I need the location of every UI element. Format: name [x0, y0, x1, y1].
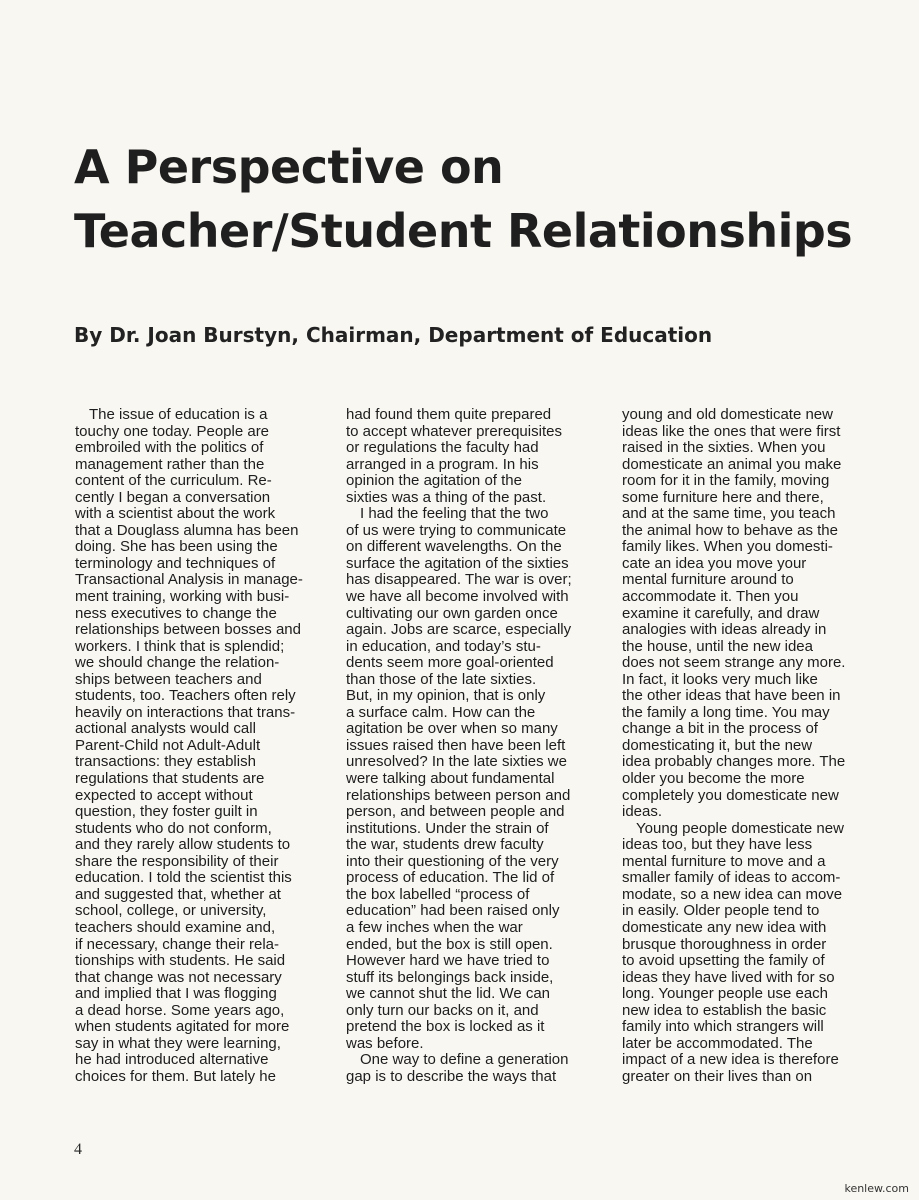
text-line: ideas like the ones that were first	[622, 422, 841, 440]
body-column-3	[622, 407, 874, 1085]
text-line: education. I told the scientist this	[75, 869, 292, 887]
text-line: I had the feeling that the two	[360, 505, 549, 523]
text-line: greater on their lives than on	[622, 1067, 813, 1085]
text-line: choices for them. But lately he	[75, 1067, 276, 1085]
text-line: the war, students drew faculty	[346, 836, 544, 854]
text-line: ideas.	[622, 803, 663, 821]
text-line: analogies with ideas already in	[622, 621, 827, 639]
text-line: has disappeared. The war is over;	[346, 571, 572, 589]
text-line: person, and between people and	[346, 803, 565, 821]
text-line: relationships between bosses and	[75, 621, 301, 639]
text-line: ment training, working with busi-	[75, 588, 290, 606]
text-line: on different wavelengths. On the	[346, 538, 562, 556]
text-line: question, they foster guilt in	[75, 803, 258, 821]
text-line: the animal how to behave as the	[622, 521, 838, 539]
text-line: domesticating it, but the new	[622, 736, 813, 754]
text-line: ships between teachers and	[75, 670, 262, 688]
text-line: completely you domesticate new	[622, 786, 839, 804]
text-line: tionships with students. He said	[75, 952, 286, 970]
text-line: a surface calm. How can the	[346, 703, 536, 721]
text-line: mental furniture to move and a	[622, 852, 826, 870]
text-line: Transactional Analysis in manage-	[75, 571, 303, 589]
text-line: into their questioning of the very	[346, 852, 559, 870]
text-line: brusque thoroughness in order	[622, 935, 827, 953]
text-line: cently I began a conversation	[75, 488, 271, 506]
text-line: and at the same time, you teach	[622, 505, 836, 523]
text-line: doing. She has been using the	[75, 538, 278, 556]
text-line: we should change the relation-	[75, 654, 280, 672]
text-line: idea probably changes more. The	[622, 753, 846, 771]
text-line: family into which strangers will	[622, 1018, 824, 1036]
text-line: teachers should examine and,	[75, 918, 276, 936]
text-line: in easily. Older people tend to	[622, 902, 820, 920]
text-line: had found them quite prepared	[346, 406, 552, 423]
text-line: management rather than the	[75, 455, 265, 473]
text-line: and they rarely allow students to	[75, 836, 291, 854]
text-line: terminology and techniques of	[75, 554, 276, 572]
article-title-line-1: A Perspective on	[74, 140, 504, 194]
text-line: older you become the more	[622, 770, 805, 788]
text-line: young and old domesticate new	[622, 406, 833, 423]
text-line: when students agitated for more	[75, 1018, 290, 1036]
body-column-2	[346, 407, 598, 1085]
text-line: cate an idea you move your	[622, 554, 807, 572]
text-line: was before.	[346, 1034, 424, 1052]
text-line: than those of the late sixties.	[346, 670, 537, 688]
text-line: ideas too, but they have less	[622, 836, 813, 854]
text-line: agitation be over when so many	[346, 720, 558, 738]
page-number: 4	[74, 1141, 82, 1158]
text-line: the box labelled “process of	[346, 885, 530, 903]
text-line: domesticate any new idea with	[622, 918, 827, 936]
text-line: some furniture here and there,	[622, 488, 824, 506]
text-line: students who do not conform,	[75, 819, 272, 837]
text-line: cultivating our own garden once	[346, 604, 558, 622]
text-line: the house, until the new idea	[622, 637, 813, 655]
text-line: modate, so a new idea can move	[622, 885, 843, 903]
text-line: surface the agitation of the sixties	[346, 554, 569, 572]
text-line: we have all become involved with	[346, 588, 569, 606]
article-title-line-2: Teacher/Student Relationships	[74, 204, 853, 258]
text-line: new idea to establish the basic	[622, 1001, 827, 1019]
text-line: issues raised then have been left	[346, 736, 566, 754]
text-line: mental furniture around to	[622, 571, 794, 589]
text-line: the other ideas that have been in	[622, 687, 841, 705]
text-line: The issue of education is a	[89, 406, 268, 423]
text-line: Parent-Child not Adult-Adult	[75, 736, 261, 754]
text-line: family likes. When you domesti-	[622, 538, 833, 556]
text-line: the family a long time. You may	[622, 703, 830, 721]
site-watermark: kenlew.com	[844, 1182, 909, 1195]
text-line: In fact, it looks very much like	[622, 670, 818, 688]
text-line: One way to define a generation	[360, 1051, 569, 1069]
text-line: does not seem strange any more.	[622, 654, 846, 672]
text-line: ness executives to change the	[75, 604, 277, 622]
text-line: we cannot shut the lid. We can	[346, 985, 551, 1003]
text-line: actional analysts would call	[75, 720, 256, 738]
text-line: expected to accept without	[75, 786, 253, 804]
text-line: a few inches when the war	[346, 918, 523, 936]
text-line: again. Jobs are scarce, especially	[346, 621, 572, 639]
text-line: accommodate it. Then you	[622, 588, 799, 606]
text-line: domesticate an animal you make	[622, 455, 842, 473]
text-line: embroiled with the politics of	[75, 439, 264, 457]
text-line: institutions. Under the strain of	[346, 819, 549, 837]
text-line: and implied that I was flogging	[75, 985, 277, 1003]
text-line: if necessary, change their rela-	[75, 935, 279, 953]
text-line: to avoid upsetting the family of	[622, 952, 825, 970]
text-line: workers. I think that is splendid;	[75, 637, 285, 655]
text-line: process of education. The lid of	[346, 869, 555, 887]
text-line: school, college, or university,	[75, 902, 267, 920]
text-line: say in what they were learning,	[75, 1034, 281, 1052]
text-line: examine it carefully, and draw	[622, 604, 820, 622]
text-line: heavily on interactions that trans-	[75, 703, 296, 721]
text-line: transactions: they establish	[75, 753, 256, 771]
text-line: and suggested that, whether at	[75, 885, 281, 903]
text-line: smaller family of ideas to accom-	[622, 869, 841, 887]
text-line: gap is to describe the ways that	[346, 1067, 557, 1085]
text-line: However hard we have tried to	[346, 952, 550, 970]
text-line: regulations that students are	[75, 770, 265, 788]
text-line: with a scientist about the work	[75, 505, 276, 523]
text-line: Young people domesticate new	[636, 819, 844, 837]
body-column-1	[75, 407, 325, 1085]
text-line: touchy one today. People are	[75, 422, 270, 440]
text-line: But, in my opinion, that is only	[346, 687, 546, 705]
text-line: education” had been raised only	[346, 902, 560, 920]
text-line: that change was not necessary	[75, 968, 282, 986]
text-line: change a bit in the process of	[622, 720, 818, 738]
text-line: he had introduced alternative	[75, 1051, 269, 1069]
text-line: in education, and today’s stu-	[346, 637, 541, 655]
text-line: raised in the sixties. When you	[622, 439, 826, 457]
text-line: room for it in the family, moving	[622, 472, 830, 490]
text-line: relationships between person and	[346, 786, 571, 804]
text-line: stuff its belongings back inside,	[346, 968, 554, 986]
author-byline: By Dr. Joan Burstyn, Chairman, Department of Education	[74, 323, 713, 347]
text-line: pretend the box is locked as it	[346, 1018, 545, 1036]
text-line: dents seem more goal-oriented	[346, 654, 554, 672]
text-line: long. Younger people use each	[622, 985, 829, 1003]
text-line: ideas they have lived with for so	[622, 968, 835, 986]
text-line: ended, but the box is still open.	[346, 935, 553, 953]
text-line: later be accommodated. The	[622, 1034, 813, 1052]
text-line: students, too. Teachers often rely	[75, 687, 296, 705]
text-line: were talking about fundamental	[346, 770, 555, 788]
text-line: arranged in a program. In his	[346, 455, 539, 473]
text-line: only turn our backs on it, and	[346, 1001, 539, 1019]
text-line: impact of a new idea is therefore	[622, 1051, 839, 1069]
text-line: that a Douglass alumna has been	[75, 521, 299, 539]
text-line: share the responsibility of their	[75, 852, 279, 870]
text-line: unresolved? In the late sixties we	[346, 753, 567, 771]
text-line: to accept whatever prerequisites	[346, 422, 562, 440]
text-line: a dead horse. Some years ago,	[75, 1001, 285, 1019]
text-line: of us were trying to communicate	[346, 521, 567, 539]
text-line: content of the curriculum. Re-	[75, 472, 272, 490]
text-line: opinion the agitation of the	[346, 472, 522, 490]
text-line: or regulations the faculty had	[346, 439, 539, 457]
text-line: sixties was a thing of the past.	[346, 488, 547, 506]
article-title	[74, 135, 852, 263]
